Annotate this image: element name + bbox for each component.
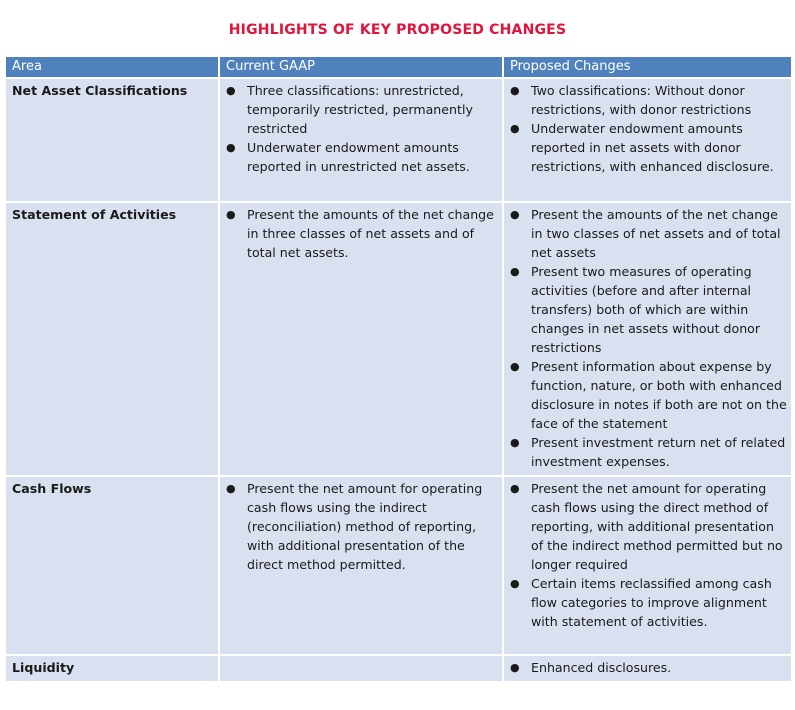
bullet-list <box>504 203 791 475</box>
header-proposed-changes: Proposed Changes <box>503 56 792 78</box>
proposed-changes-cell <box>503 202 792 476</box>
page-title: HIGHLIGHTS OF KEY PROPOSED CHANGES <box>228 22 567 38</box>
list-item-text: Present investment return net of related investment expenses. <box>531 435 786 469</box>
list-item <box>508 262 787 357</box>
bullet-icon: ● <box>510 265 520 278</box>
bullet-icon: ● <box>510 84 520 97</box>
bullet-list <box>220 203 502 266</box>
bullet-list <box>504 477 791 635</box>
list-item <box>224 138 498 176</box>
table-header-row <box>5 56 792 78</box>
bullet-list <box>504 656 791 681</box>
proposed-changes-cell <box>503 655 792 682</box>
list-item-text: Three classifications: unrestricted, temporarily restricted, permanently restricted <box>247 83 473 136</box>
bullet-icon: ● <box>226 482 236 495</box>
list-item-text: Present information about expense by function, nature, or both with enhanced disclosure in notes if both are not on the face of the statement <box>531 359 787 431</box>
area-cell: Statement of Activities <box>5 202 219 476</box>
list-item <box>224 81 498 138</box>
current-gaap-cell <box>219 655 503 682</box>
list-item-text: Underwater endowment amounts reported in net assets with donor restrictions, with enhanced disclosure. <box>531 121 774 174</box>
header-area: Area <box>5 56 219 78</box>
table-row <box>5 476 792 655</box>
bullet-list <box>220 79 502 180</box>
list-item <box>508 81 787 119</box>
bullet-icon: ● <box>226 84 236 97</box>
current-gaap-cell <box>219 202 503 476</box>
bullet-icon: ● <box>510 577 520 590</box>
area-cell: Cash Flows <box>5 476 219 655</box>
list-item-text: Present the net amount for operating cash flows using the direct method of reporting, with additional presentation of the indirect method permitted but no longer required <box>531 481 783 572</box>
bullet-icon: ● <box>510 208 520 221</box>
list-item-text: Certain items reclassified among cash flow categories to improve alignment with statement of activities. <box>531 576 772 629</box>
bullet-icon: ● <box>510 661 520 674</box>
list-item-text: Present the amounts of the net change in three classes of net assets and of total net assets. <box>247 207 494 260</box>
list-item-text: Present the net amount for operating cash flows using the indirect (reconciliation) method of reporting, with additional presentation of the direct method permitted. <box>247 481 483 572</box>
list-item <box>508 479 787 574</box>
list-item <box>508 205 787 262</box>
comparison-table <box>4 55 793 683</box>
list-item-text: Present two measures of operating activities (before and after internal transfers) both of which are within changes in net assets without donor restrictions <box>531 264 761 355</box>
area-cell: Net Asset Classifications <box>5 78 219 202</box>
list-item <box>224 205 498 262</box>
current-gaap-cell <box>219 476 503 655</box>
table-row <box>5 655 792 682</box>
bullet-list <box>220 477 502 578</box>
bullet-icon: ● <box>226 208 236 221</box>
list-item-text: Underwater endowment amounts reported in unrestricted net assets. <box>247 140 470 174</box>
bullet-list <box>504 79 791 180</box>
list-item <box>508 433 787 471</box>
header-current-gaap: Current GAAP <box>219 56 503 78</box>
list-item <box>508 658 787 677</box>
list-item-text: Enhanced disclosures. <box>531 660 672 675</box>
bullet-icon: ● <box>510 122 520 135</box>
list-item <box>508 357 787 433</box>
table-row <box>5 202 792 476</box>
list-item <box>508 574 787 631</box>
bullet-icon: ● <box>226 141 236 154</box>
list-item <box>508 119 787 176</box>
proposed-changes-cell <box>503 476 792 655</box>
list-item-text: Two classifications: Without donor restrictions, with donor restrictions <box>531 83 752 117</box>
proposed-changes-cell <box>503 78 792 202</box>
bullet-icon: ● <box>510 482 520 495</box>
bullet-icon: ● <box>510 360 520 373</box>
list-item-text: Present the amounts of the net change in two classes of net assets and of total net assets <box>531 207 781 260</box>
list-item <box>224 479 498 574</box>
current-gaap-cell <box>219 78 503 202</box>
area-cell: Liquidity <box>5 655 219 682</box>
bullet-icon: ● <box>510 436 520 449</box>
table-row <box>5 78 792 202</box>
